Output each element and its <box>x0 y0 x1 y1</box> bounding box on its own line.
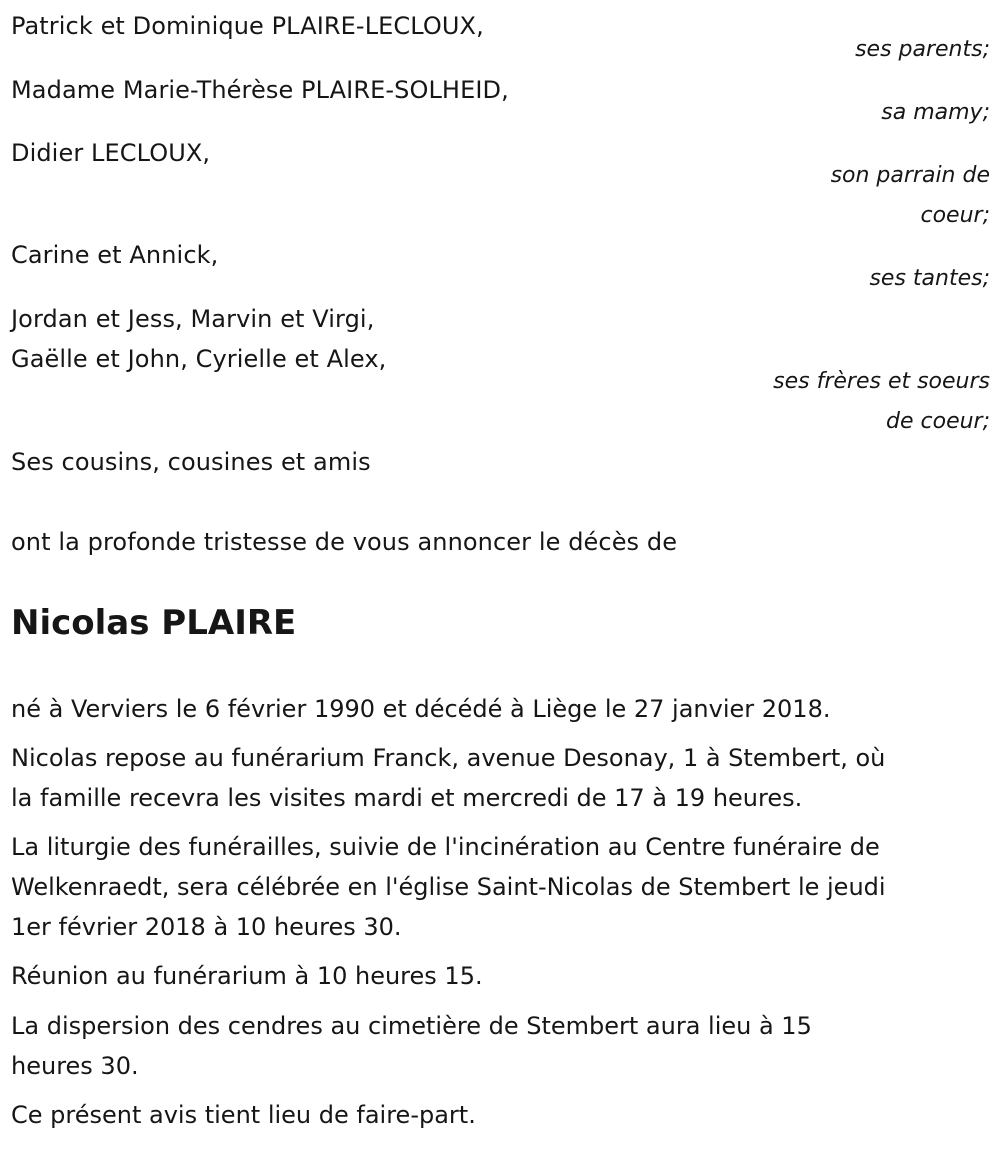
family-godfather-relation-line1: son parrain de <box>830 163 990 188</box>
family-godfather-names: Didier LECLOUX, <box>11 139 211 167</box>
announcement-text: ont la profonde tristesse de vous annoncer le décès de <box>11 528 678 556</box>
family-godfather-relation-line2: coeur; <box>920 203 990 228</box>
liturgy-line3: 1er février 2018 à 10 heures 30. <box>11 913 402 941</box>
meeting-info: Réunion au funérarium à 10 heures 15. <box>11 962 483 990</box>
family-siblings-names-line2: Gaëlle et John, Cyrielle et Alex, <box>11 345 387 373</box>
family-grandmother-names: Madame Marie-Thérèse PLAIRE-SOLHEID, <box>11 76 509 104</box>
rest-place-line2: la famille recevra les visites mardi et mercredi de 17 à 19 heures. <box>11 784 803 812</box>
deceased-name: Nicolas PLAIRE <box>11 603 297 643</box>
dispersion-line1: La dispersion des cendres au cimetière de Stembert aura lieu à 15 <box>11 1012 812 1040</box>
family-aunts-names: Carine et Annick, <box>11 241 219 269</box>
family-grandmother-relation: sa mamy; <box>881 100 990 125</box>
family-parents-names: Patrick et Dominique PLAIRE-LECLOUX, <box>11 12 484 40</box>
family-siblings-relation-line2: de coeur; <box>886 409 990 434</box>
liturgy-line1: La liturgie des funérailles, suivie de l'incinération au Centre funéraire de <box>11 833 880 861</box>
family-cousins-friends: Ses cousins, cousines et amis <box>11 448 371 476</box>
birth-death-info: né à Verviers le 6 février 1990 et décédé à Liège le 27 janvier 2018. <box>11 695 831 723</box>
family-siblings-names-line1: Jordan et Jess, Marvin et Virgi, <box>11 305 375 333</box>
family-siblings-relation-line1: ses frères et soeurs <box>773 369 990 394</box>
family-aunts-relation: ses tantes; <box>869 266 990 291</box>
rest-place-line1: Nicolas repose au funérarium Franck, avenue Desonay, 1 à Stembert, où <box>11 744 886 772</box>
dispersion-line2: heures 30. <box>11 1052 139 1080</box>
liturgy-line2: Welkenraedt, sera célébrée en l'église Saint-Nicolas de Stembert le jeudi <box>11 873 886 901</box>
notice-text: Ce présent avis tient lieu de faire-part. <box>11 1101 476 1129</box>
family-parents-relation: ses parents; <box>855 37 990 62</box>
